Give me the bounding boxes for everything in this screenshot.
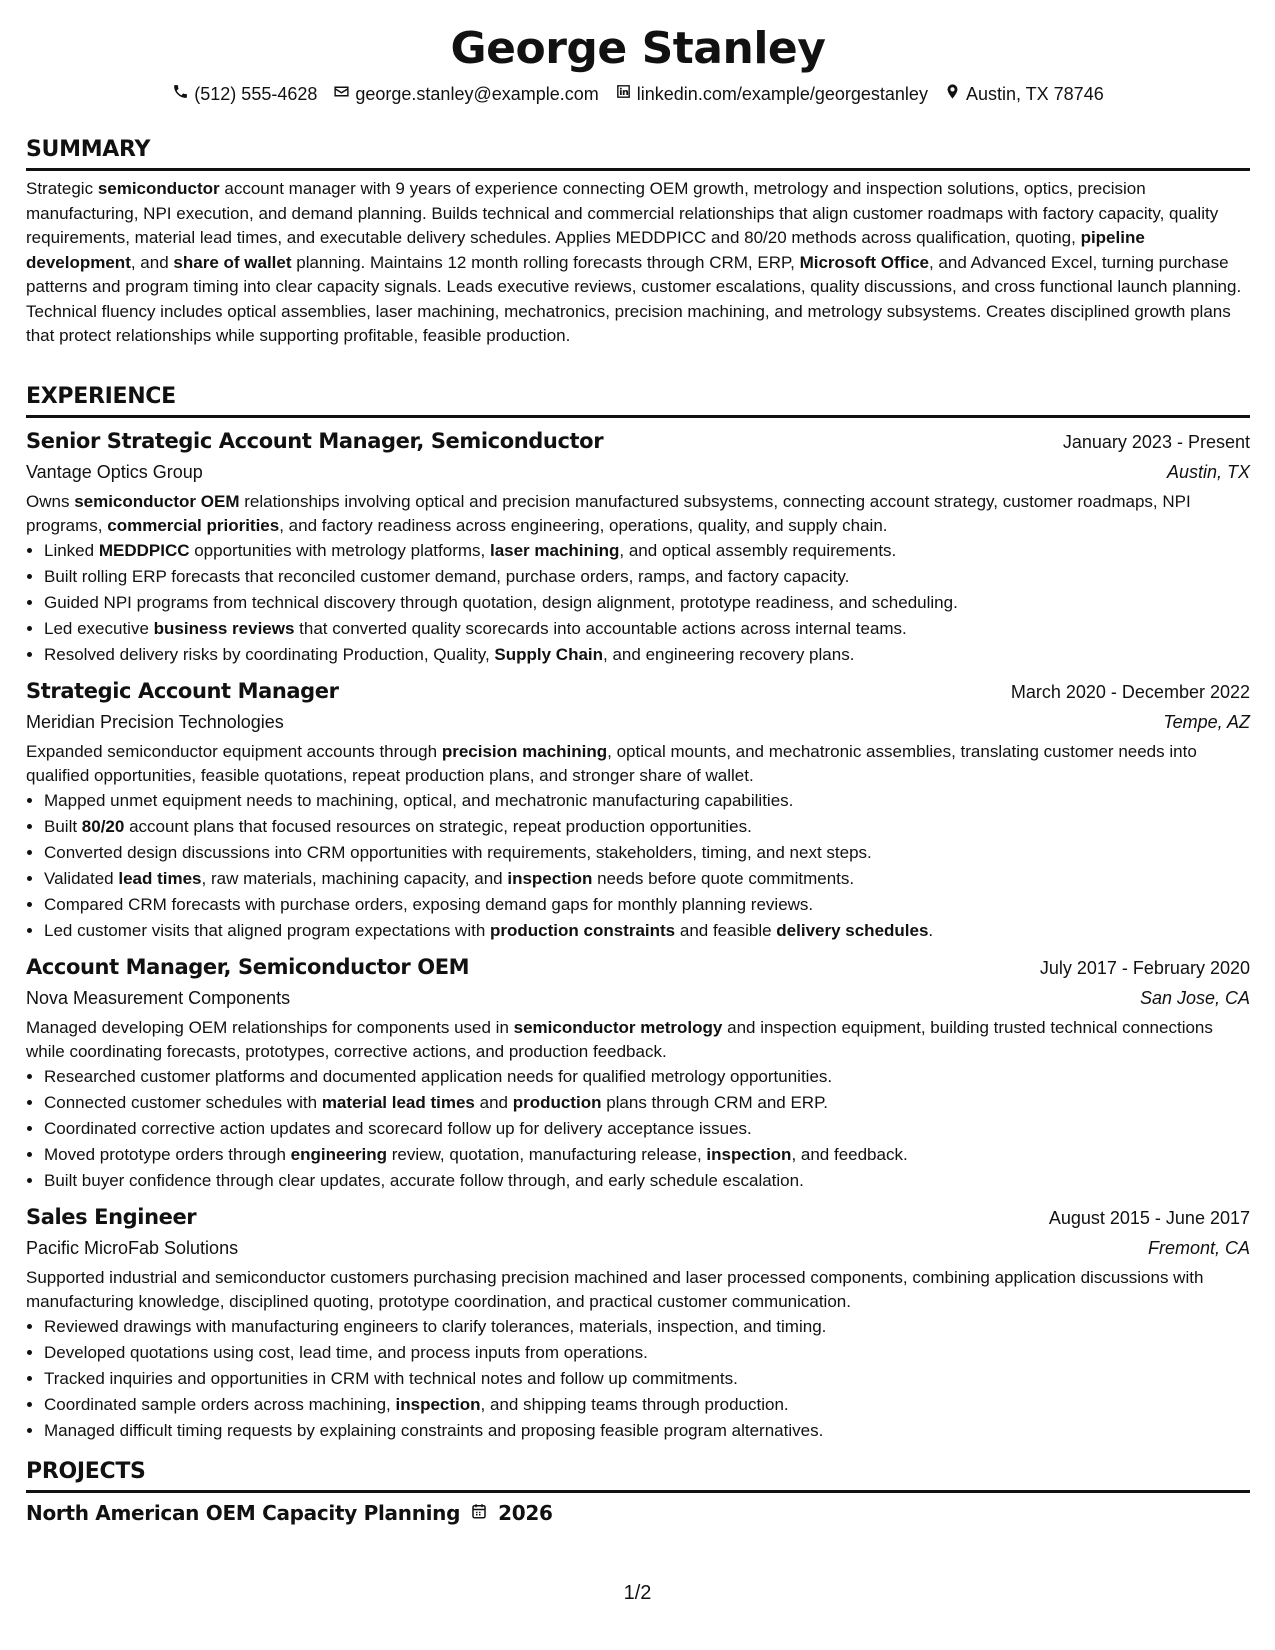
- job-description: [26, 1016, 1250, 1064]
- bullet-item: [44, 1142, 1250, 1168]
- text-run: Managed developing OEM relationships for components used in: [26, 1017, 514, 1037]
- bold-keyword: 80/20: [81, 816, 125, 836]
- bullet-item: [44, 1116, 1250, 1142]
- text-run: , and: [130, 252, 174, 272]
- text-run: opportunities with metrology platforms,: [189, 540, 490, 560]
- bold-keyword: pipeline development: [26, 228, 1145, 272]
- experience-entry: [26, 426, 1250, 668]
- job-dates: March 2020 - December 2022: [1010, 681, 1250, 702]
- candidate-name: George Stanley: [450, 23, 826, 74]
- job-subheader: [26, 457, 1250, 487]
- projects-heading: PROJECTS: [26, 1458, 1250, 1493]
- email-icon: [333, 82, 350, 106]
- contact-phone: [172, 82, 317, 106]
- bold-keyword: production constraints: [490, 920, 676, 940]
- experience-heading: EXPERIENCE: [26, 383, 1250, 418]
- bullet-item: [44, 1366, 1250, 1392]
- linkedin-icon: [615, 82, 632, 106]
- bold-keyword: production: [512, 1092, 602, 1112]
- bold-keyword: business reviews: [153, 618, 295, 638]
- bullet-item: [44, 1090, 1250, 1116]
- company-name: Nova Measurement Components: [26, 987, 291, 1008]
- email-text[interactable]: george.stanley@example.com: [355, 84, 599, 104]
- job-title: Sales Engineer: [26, 1204, 197, 1229]
- page-number: 1/2: [623, 1582, 652, 1604]
- job-bullets: [26, 1064, 1250, 1194]
- text-run: Led executive: [44, 618, 154, 638]
- text-run: Developed quotations using cost, lead time, and process inputs from operations.: [44, 1342, 648, 1362]
- project-entry: [26, 1501, 1250, 1525]
- text-run: Coordinated corrective action updates and scorecard follow up for delivery acceptance issues.: [44, 1118, 752, 1138]
- text-run: Built buyer confidence through clear updates, accurate follow through, and early schedule escalation.: [44, 1170, 804, 1190]
- text-run: and feasible: [675, 920, 777, 940]
- text-run: and: [474, 1092, 513, 1112]
- bold-keyword: inspection: [706, 1144, 792, 1164]
- bullet-item: [44, 616, 1250, 642]
- job-bullets: [26, 1314, 1250, 1444]
- bold-keyword: commercial priorities: [107, 515, 280, 535]
- project-list: [26, 1501, 1250, 1525]
- job-subheader: [26, 1233, 1250, 1263]
- text-run: review, quotation, manufacturing release,: [387, 1144, 707, 1164]
- bullet-item: [44, 840, 1250, 866]
- bullet-item: [44, 1392, 1250, 1418]
- bullet-item: [44, 564, 1250, 590]
- text-run: , and feedback.: [791, 1144, 908, 1164]
- text-run: Linked: [44, 540, 99, 560]
- job-title: Strategic Account Manager: [26, 678, 339, 703]
- job-dates: August 2015 - June 2017: [1048, 1207, 1250, 1228]
- job-header: [26, 1202, 1250, 1233]
- text-run: account manager with 9 years of experience connecting OEM growth, metrology and inspection solutions, optics, precision manufacturing, NPI execution, and demand planning. Builds technical and commercial relationships that align customer roadmaps with factory capacity, quality requirements, material lead times, and executable delivery schedules. Applies MEDDPICC and 80/20 methods across qualification, quoting,: [26, 179, 1219, 247]
- text-run: account plans that focused resources on strategic, repeat production opportunities.: [124, 816, 752, 836]
- company-name: Vantage Optics Group: [26, 461, 203, 482]
- text-run: , optical mounts, and mechatronic assemblies, translating customer needs into qualified opportunities, feasible quotations, repeat production plans, and stronger share of wallet.: [26, 741, 1197, 785]
- bold-keyword: semiconductor metrology: [513, 1017, 723, 1037]
- text-run: Guided NPI programs from technical discovery through quotation, design alignment, prototype readiness, and scheduling.: [44, 592, 958, 612]
- location-text: Austin, TX 78746: [965, 84, 1104, 104]
- text-run: , and optical assembly requirements.: [619, 540, 897, 560]
- text-run: Compared CRM forecasts with purchase orders, exposing demand gaps for monthly planning reviews.: [44, 894, 814, 914]
- bold-keyword: precision machining: [441, 741, 608, 761]
- summary-heading: SUMMARY: [26, 136, 1250, 171]
- text-run: Led customer visits that aligned program expectations with: [44, 920, 491, 940]
- contact-linkedin[interactable]: [615, 82, 928, 106]
- contact-email[interactable]: [333, 82, 598, 106]
- bold-keyword: inspection: [507, 868, 593, 888]
- text-run: relationships involving optical and precision manufactured subsystems, connecting account strategy, customer roadmaps, NPI programs,: [26, 491, 1191, 535]
- text-run: , raw materials, machining capacity, and: [201, 868, 508, 888]
- job-description: [26, 490, 1250, 538]
- bold-keyword: engineering: [290, 1144, 388, 1164]
- bold-keyword: Microsoft Office: [799, 252, 929, 272]
- experience-entry: [26, 952, 1250, 1194]
- text-run: Converted design discussions into CRM opportunities with requirements, stakeholders, timing, and next steps.: [44, 842, 872, 862]
- bullet-item: [44, 1314, 1250, 1340]
- job-description: [26, 740, 1250, 788]
- text-run: Validated: [44, 868, 119, 888]
- text-run: Researched customer platforms and documented application needs for qualified metrology opportunities.: [44, 1066, 833, 1086]
- job-header: [26, 426, 1250, 457]
- bullet-item: [44, 538, 1250, 564]
- contact-location: [944, 82, 1104, 106]
- phone-text: (512) 555-4628: [194, 84, 318, 104]
- job-dates: July 2017 - February 2020: [1039, 957, 1250, 978]
- text-run: , and factory readiness across engineering, operations, quality, and supply chain.: [279, 515, 888, 535]
- job-location: San Jose, CA: [1139, 987, 1250, 1008]
- job-description: [26, 1266, 1250, 1314]
- bold-keyword: share of wallet: [173, 252, 292, 272]
- linkedin-text[interactable]: linkedin.com/example/georgestanley: [636, 84, 928, 104]
- text-run: Tracked inquiries and opportunities in CRM with technical notes and follow up commitments.: [44, 1368, 738, 1388]
- calendar-icon: [470, 1501, 488, 1525]
- summary-text: [26, 177, 1250, 349]
- experience-entry: [26, 676, 1250, 944]
- text-run: Reviewed drawings with manufacturing engineers to clarify tolerances, materials, inspection, and timing.: [44, 1316, 827, 1336]
- job-header: [26, 952, 1250, 983]
- job-subheader: [26, 707, 1250, 737]
- job-location: Tempe, AZ: [1163, 711, 1250, 732]
- job-header: [26, 676, 1250, 707]
- resume-page: [26, 0, 1250, 1525]
- text-run: planning. Maintains 12 month rolling forecasts through CRM, ERP,: [291, 252, 800, 272]
- text-run: Coordinated sample orders across machining,: [44, 1394, 396, 1414]
- phone-icon: [172, 82, 189, 106]
- text-run: Supported industrial and semiconductor customers purchasing precision machined and laser processed components, combining application discussions with manufacturing knowledge, disciplined quoting, prototype coordination, and practical customer communication.: [26, 1267, 1204, 1311]
- text-run: Expanded semiconductor equipment accounts through: [26, 741, 442, 761]
- bullet-item: [44, 814, 1250, 840]
- bullet-item: [44, 892, 1250, 918]
- bold-keyword: delivery schedules: [776, 920, 929, 940]
- text-run: Strategic: [26, 179, 98, 198]
- job-subheader: [26, 983, 1250, 1013]
- experience-list: [26, 426, 1250, 1444]
- text-run: plans through CRM and ERP.: [601, 1092, 828, 1112]
- text-run: Moved prototype orders through: [44, 1144, 291, 1164]
- bullet-item: [44, 1168, 1250, 1194]
- text-run: Built rolling ERP forecasts that reconciled customer demand, purchase orders, ramps, and factory capacity.: [44, 566, 850, 586]
- text-run: Resolved delivery risks by coordinating Production, Quality,: [44, 644, 495, 664]
- project-year: 2026: [498, 1500, 553, 1525]
- text-run: Managed difficult timing requests by explaining constraints and proposing feasible program alternatives.: [44, 1420, 824, 1440]
- job-bullets: [26, 538, 1250, 668]
- bullet-item: [44, 788, 1250, 814]
- project-title: North American OEM Capacity Planning: [26, 1500, 461, 1525]
- job-dates: January 2023 - Present: [1062, 431, 1250, 452]
- text-run: that converted quality scorecards into accountable actions across internal teams.: [294, 618, 907, 638]
- text-run: Mapped unmet equipment needs to machining, optical, and mechatronic manufacturing capabilities.: [44, 790, 794, 810]
- bold-keyword: material lead times: [321, 1092, 475, 1112]
- text-run: and inspection equipment, building trusted technical connections while coordinating forecasts, prototypes, corrective actions, and production feedback.: [26, 1017, 1213, 1061]
- bullet-item: [44, 1418, 1250, 1444]
- job-bullets: [26, 788, 1250, 944]
- text-run: , and engineering recovery plans.: [603, 644, 855, 664]
- text-run: .: [928, 920, 934, 940]
- location-pin-icon: [944, 82, 961, 106]
- job-location: Austin, TX: [1166, 461, 1250, 482]
- bullet-item: [44, 590, 1250, 616]
- bold-keyword: laser machining: [489, 540, 620, 560]
- bold-keyword: Supply Chain: [494, 644, 604, 664]
- bullet-item: [44, 918, 1250, 944]
- text-run: , and shipping teams through production.: [480, 1394, 789, 1414]
- bold-keyword: semiconductor: [97, 179, 220, 198]
- text-run: Owns: [26, 491, 75, 511]
- text-run: needs before quote commitments.: [592, 868, 855, 888]
- bold-keyword: lead times: [118, 868, 202, 888]
- company-name: Pacific MicroFab Solutions: [26, 1237, 239, 1258]
- job-title: Senior Strategic Account Manager, Semiconductor: [26, 428, 604, 453]
- text-run: , and Advanced Excel, turning purchase patterns and program timing into clear capacity signals. Leads executive reviews, customer escalations, quality discussions, and cross functional launch planning. Technical fluency includes optical assemblies, laser machining, mechatronics, precision machining, and metrology subsystems. Creates disciplined growth plans that protect relationships while supporting profitable, feasible production.: [26, 252, 1242, 345]
- experience-entry: [26, 1202, 1250, 1444]
- bullet-item: [44, 1064, 1250, 1090]
- bullet-item: [44, 642, 1250, 668]
- job-location: Fremont, CA: [1147, 1237, 1250, 1258]
- bullet-item: [44, 1340, 1250, 1366]
- text-run: Built: [44, 816, 82, 836]
- company-name: Meridian Precision Technologies: [26, 711, 284, 732]
- bold-keyword: inspection: [395, 1394, 481, 1414]
- bold-keyword: MEDDPICC: [98, 540, 190, 560]
- text-run: Connected customer schedules with: [44, 1092, 322, 1112]
- bullet-item: [44, 866, 1250, 892]
- bold-keyword: semiconductor OEM: [74, 491, 240, 511]
- contact-bar: [26, 82, 1250, 106]
- job-title: Account Manager, Semiconductor OEM: [26, 954, 470, 979]
